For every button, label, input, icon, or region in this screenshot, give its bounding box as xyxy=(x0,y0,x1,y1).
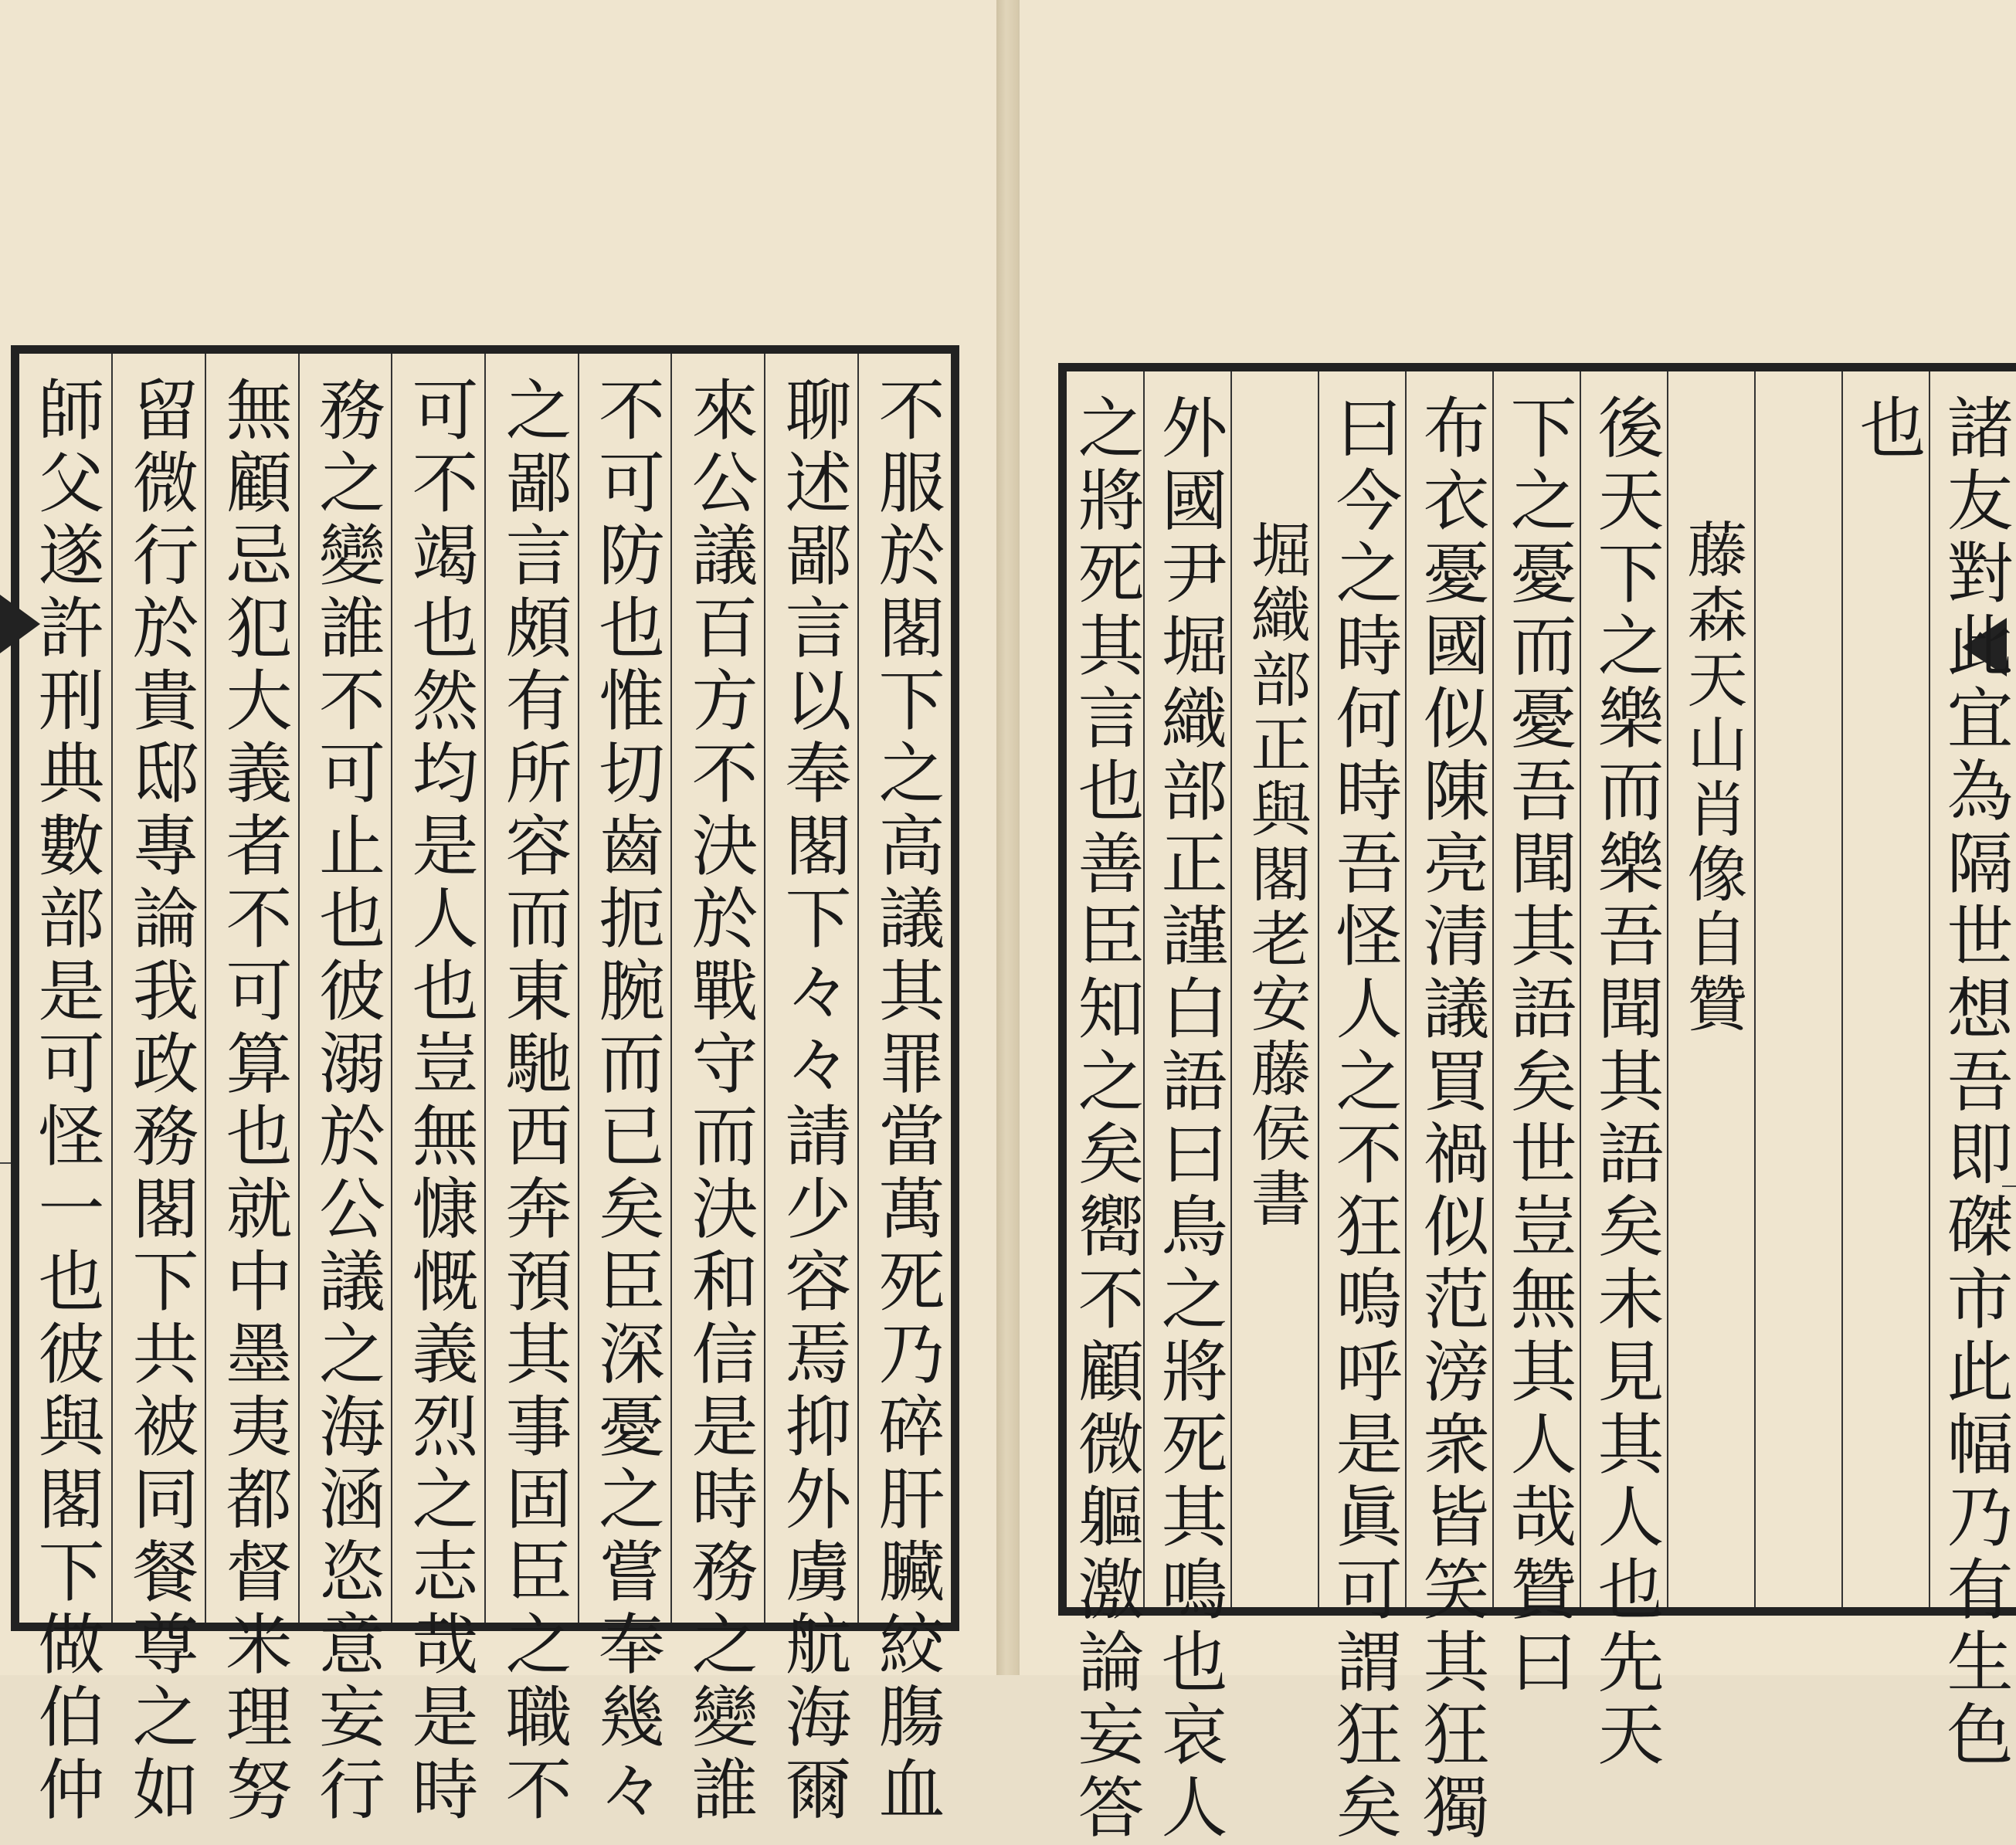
text-column-11: 之將死其言也善臣知之矣嚮不顧微軀激論妄答 xyxy=(1066,393,1144,1845)
text-column-3: 來公議百方不決於戰守而決和信是時務之變誰 xyxy=(670,354,765,1623)
text-column-3 xyxy=(1754,371,1843,1607)
text-column-2: 也 xyxy=(1841,371,1930,1607)
text-column-6: 可不竭也然均是人也豈無慷慨義烈之志哉是時 xyxy=(391,354,486,1623)
text-column-10: 外國尹堀織部正謹白語曰鳥之將死其鳴也哀人 xyxy=(1143,371,1232,1607)
text-column-1: 諸友對此宜為隔世想吾即磔市此幅乃有生色 xyxy=(1929,371,2016,1607)
text-column-1: 不服於閣下之高議其罪當萬死乃碎肝臟絞膓血 xyxy=(857,354,952,1623)
text-column-8: 曰今之時何時吾怪人之不狂嗚呼是眞可謂狂矣 xyxy=(1318,371,1407,1607)
left-text-frame xyxy=(11,345,959,1827)
text-column-5: 之鄙言頗有所容而東馳西奔預其事固臣之職不 xyxy=(484,354,579,1623)
text-column-4: 藤森天山肖像自贊 xyxy=(1667,371,1756,1607)
page-tick xyxy=(0,1162,11,1164)
text-column-8: 無顧忌犯大義者不可算也就中墨夷都督米理努 xyxy=(205,354,300,1623)
text-column-9: 堀織部正與閣老安藤侯書 xyxy=(1230,371,1319,1607)
text-column-9: 留微行於貴邸專論我政務閣下共被同餐尊之如 xyxy=(111,354,206,1623)
text-column-5: 後天下之樂而樂吾聞其語矣未見其人也先天 xyxy=(1580,371,1668,1607)
text-column-7: 務之變誰不可止也彼溺於公議之海涵恣意妄行 xyxy=(298,354,392,1623)
right-text-frame xyxy=(1058,363,2016,1845)
left-page xyxy=(0,0,998,1827)
book-gutter xyxy=(996,0,1018,1675)
text-column-2: 聊述鄙言以奉閣下々々請少容焉抑外虜航海爾 xyxy=(764,354,859,1623)
text-column-4: 不可防也惟切齒扼腕而已矣臣深憂之嘗奉幾々 xyxy=(578,354,672,1623)
text-column-10: 師父遂許刑典數部是可怪一也彼與閣下做伯仲 xyxy=(26,375,104,1827)
text-column-6: 下之憂而憂吾聞其語矣世豈無其人哉贊曰 xyxy=(1492,371,1581,1607)
text-column-7: 布衣憂國似陳亮清議買禍似范滂衆皆笑其狂獨 xyxy=(1405,371,1494,1607)
